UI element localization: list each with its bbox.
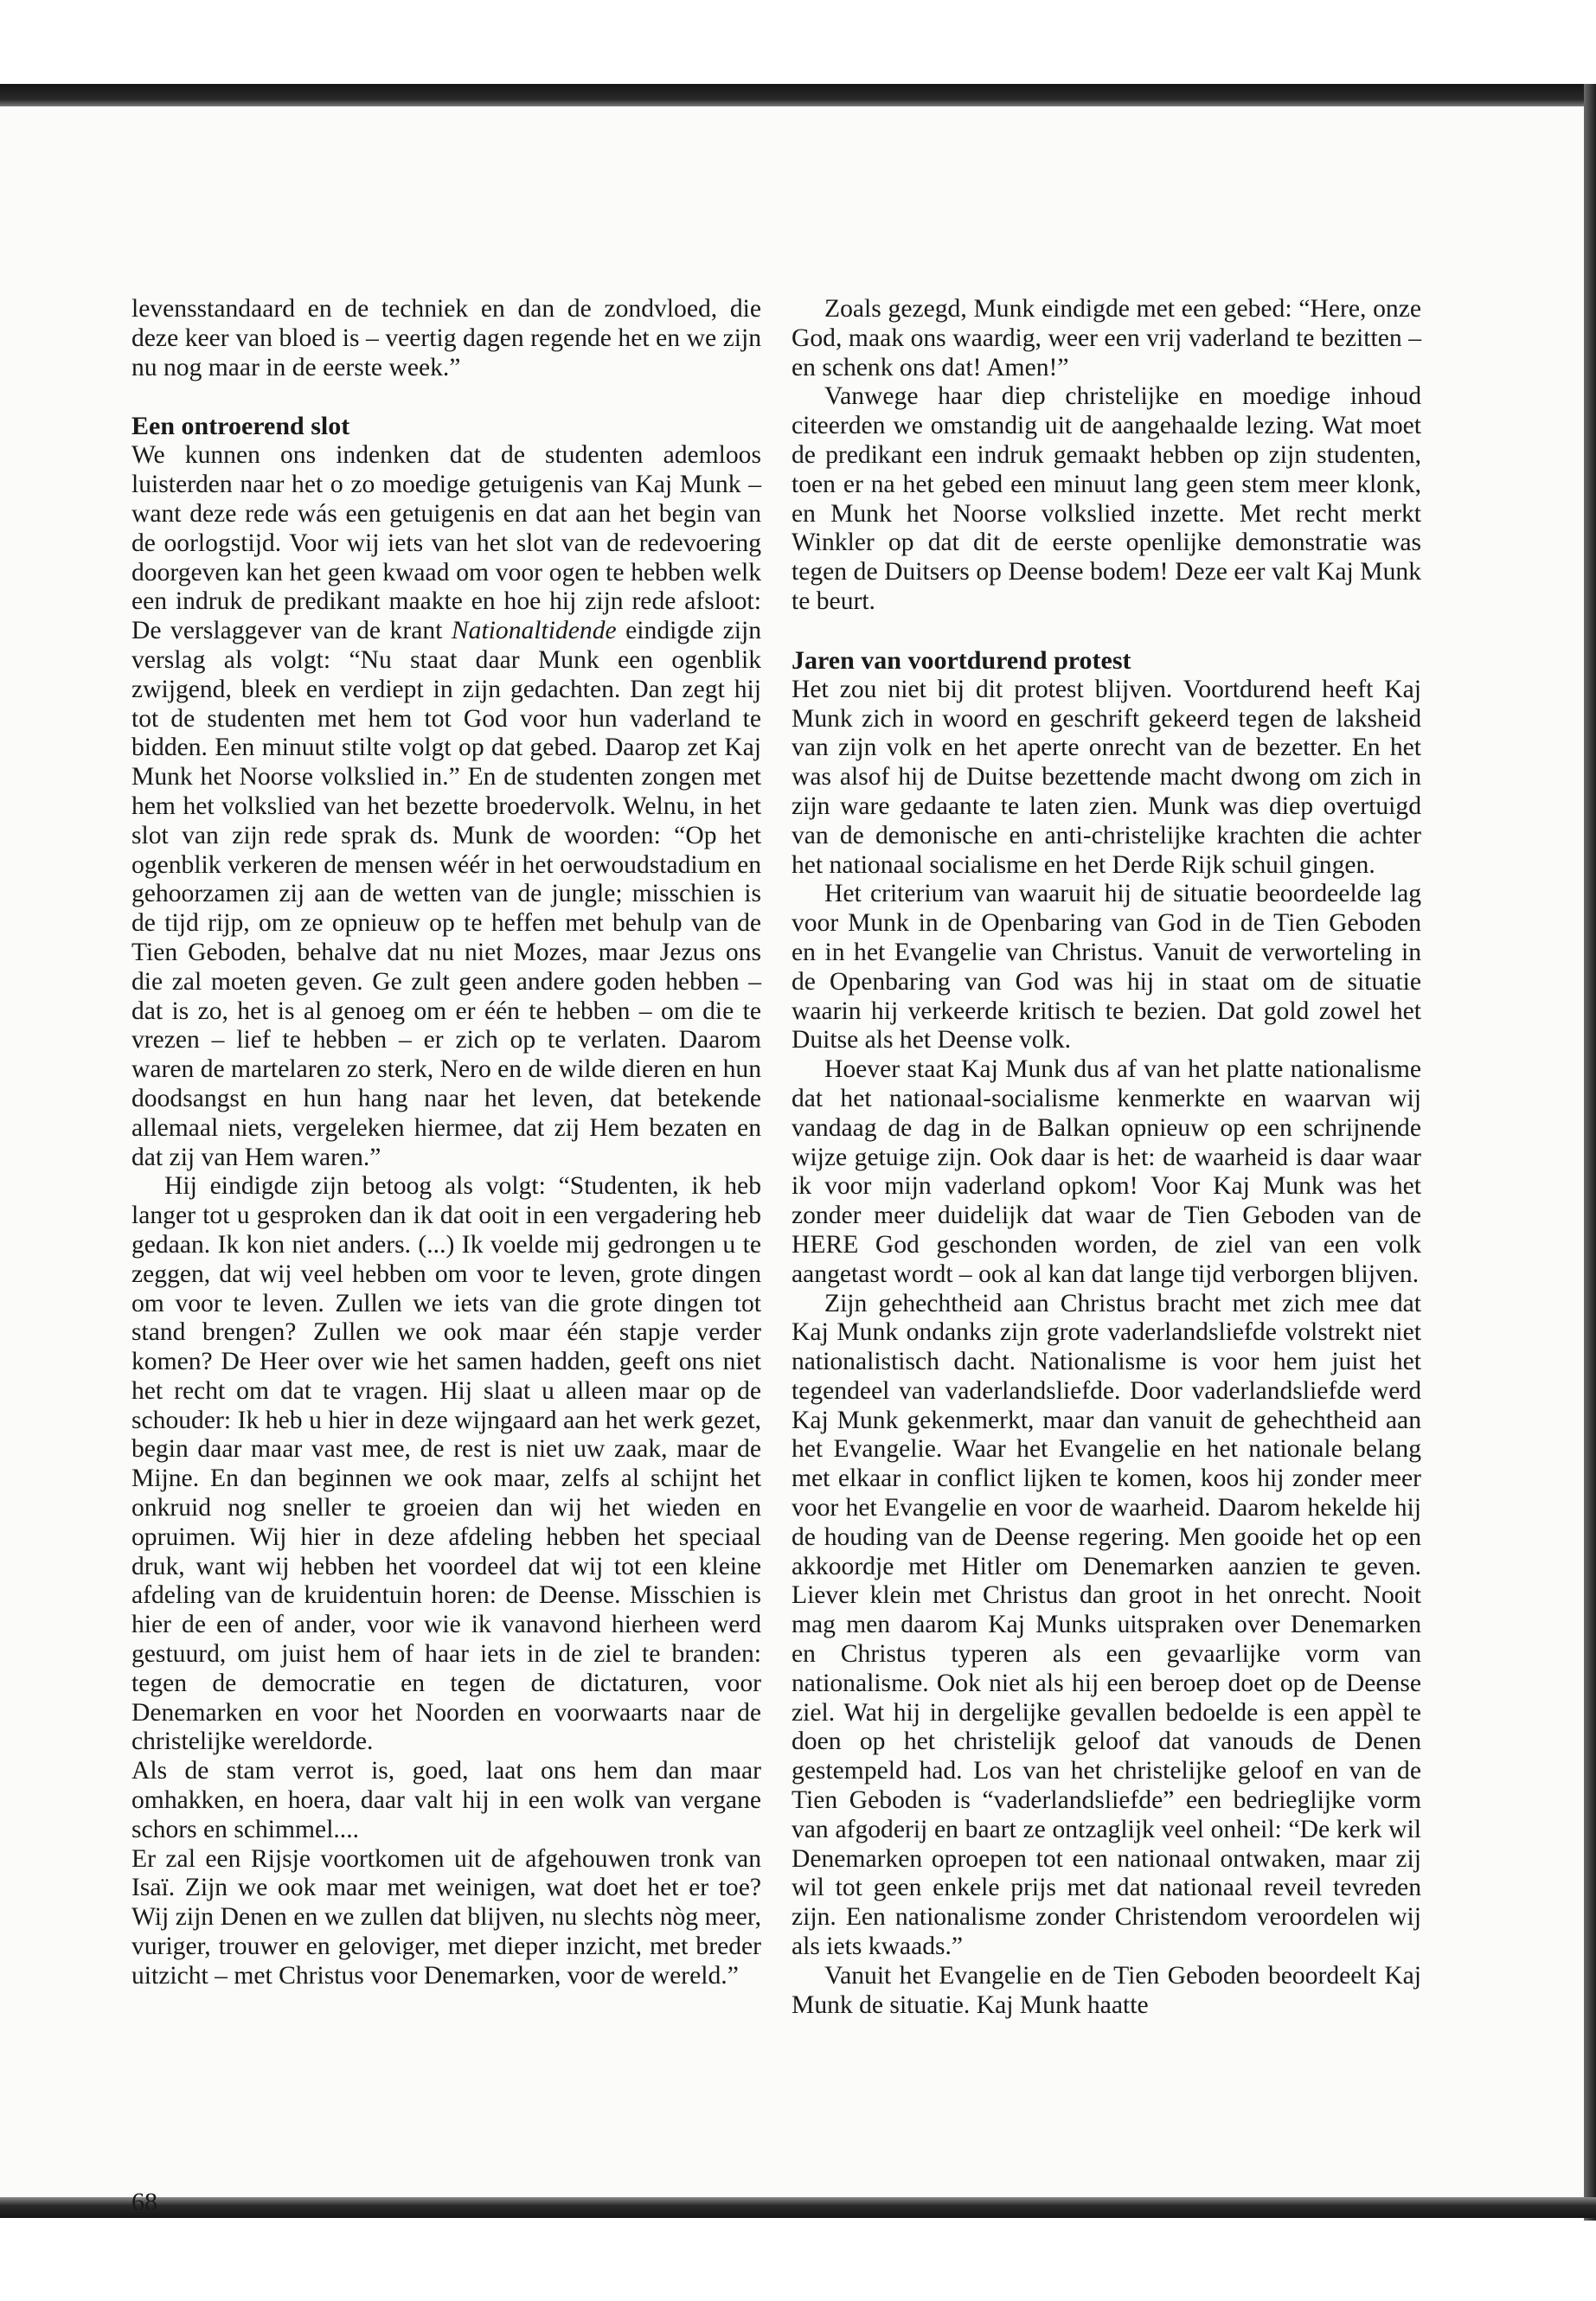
right-column <box>792 295 1421 2020</box>
body-paragraph: levensstandaard en de techniek en dan de zondvloed, die deze keer van bloed is – veertig dagen regende het en we zijn nu nog maar in de eerste week.” <box>131 295 761 381</box>
body-paragraph: Zoals gezegd, Munk eindigde met een gebed: “Here, onze God, maak ons waardig, weer een vrij vaderland te bezitten – en schenk ons dat! Amen!” <box>792 295 1421 381</box>
body-paragraph: Hij eindigde zijn betoog als volgt: “Studenten, ik heb langer tot u gesproken dan ik dat ooit in een vergadering heb gedaan. Ik kon niet anders. (...) Ik voelde mij gedrongen u te zeggen, dat wij veel hebben om voor te leven, grote dingen om voor te leven. Zullen we iets van die grote dingen tot stand brengen? Zullen we ook maar één stapje verder komen? De Heer over wie het samen hadden, geeft ons niet het recht om dat te vragen. Hij slaat u alleen maar op de schouder: Ik heb u hier in deze wijngaard aan het werk gezet, begin daar maar vast mee, de rest is niet uw zaak, maar de Mijne. En dan beginnen we ook maar, zelfs al schijnt het onkruid nog sneller te groeien dan wij het wieden en opruimen. Wij hier in deze afdeling hebben het speciaal druk, want wij hebben het voordeel dat wij tot een kleine afdeling van de kruidentuin horen: de Deense. Misschien is hier de een of ander, voor wie ik vanavond hierheen werd gestuurd, om juist hem of haar iets in de ziel te branden: tegen de democratie en tegen de dictaturen, voor Denemarken en voor het Noorden en voorwaarts naar de christelijke wereldorde. <box>131 1172 761 1756</box>
page <box>0 106 1584 2216</box>
section-heading: Jaren van voortdurend protest <box>792 645 1131 675</box>
scan-border-top <box>0 84 1596 106</box>
body-paragraph <box>131 441 761 1172</box>
page-number: 68 <box>131 2188 157 2216</box>
scan-border-bottom <box>0 2197 1596 2218</box>
body-paragraph: Hoever staat Kaj Munk dus af van het platte nationalisme dat het nationaal-socialisme kenmerkte en waarvan wij vandaag de dag in de Balkan opnieuw op een schrijnende wijze getuige zijn. Ook daar is het: de waarheid is daar waar ik voor mijn vaderland opkom! Voor Kaj Munk was het zonder meer duidelijk dat waar de Tien Geboden van de HERE God geschonden worden, de ziel van een volk aangetast wordt – ook al kan dat lange tijd verborgen blijven. <box>792 1055 1421 1288</box>
body-paragraph: Er zal een Rijsje voortkomen uit de afgehouwen tronk van Isaï. Zijn we ook maar met weinigen, wat doet het er toe? Wij zijn Denen en we zullen dat blijven, nu slechts nòg meer, vuriger, trouwer en geloviger, met dieper inzicht, met breder uitzicht – met Christus voor Denemarken, voor de wereld.” <box>131 1844 761 1990</box>
body-paragraph: Het criterium van waaruit hij de situatie beoordeelde lag voor Munk in de Openbaring van God in de Tien Geboden en in het Evangelie van Christus. Vanuit de verworteling in de Openbaring van God was hij in staat om de situatie waarin hij verkeerde kritisch te bezien. Dat gold zowel het Duitse als het Deense volk. <box>792 880 1421 1054</box>
body-paragraph: Vanwege haar diep christelijke en moedige inhoud citeerden we omstandig uit de aangehaalde lezing. Wat moet de predikant een indruk gemaakt hebben op zijn studenten, toen er na het gebed een minuut lang geen stem meer klonk, en Munk het Noorse volkslied inzette. Met recht merkt Winkler op dat dit de eerste openlijke demonstratie was tegen de Duitsers op Deense bodem! Deze eer valt Kaj Munk te beurt. <box>792 382 1421 615</box>
body-paragraph: Als de stam verrot is, goed, laat ons hem dan maar omhakken, en hoera, daar valt hij in een wolk van vergane schors en schimmel.... <box>131 1757 761 1843</box>
paragraph-text: We kunnen ons indenken dat de studenten ademloos luisterden naar het o zo moedige getuigenis van Kaj Munk – want deze rede wás een getuigenis en dat aan het begin van de oorlogstijd. Voor wij iets van het slot van de redevoering doorgeven kan het geen kwaad om voor ogen te hebben welk een indruk de predikant maakte en hoe hij zijn rede afsloot: De verslaggever van de krant <box>131 441 761 645</box>
paragraph-text: eindigde zijn verslag als volgt: “Nu staat daar Munk een ogenblik zwijgend, bleek en verdiept in zijn gedachten. Dan zegt hij tot de studenten met hem tot God voor hun vaderland te bidden. Een minuut stilte volgt op dat gebed. Daarop zet Kaj Munk het Noorse volkslied in.” En de studenten zongen met hem het volkslied van het bezette broedervolk. Welnu, in het slot van zijn rede sprak ds. Munk de woorden: “Op het ogenblik verkeren de mensen wéér in het oerwoudstadium en gehoorzamen zij aan de wetten van de jungle; misschien is de tijd rijp, om ze opnieuw op te heffen met behulp van de Tien Geboden, behalve dat nu niet Mozes, maar Jezus ons die zal moeten geven. Ge zult geen andere goden hebben – dat is zo, het is al genoeg om er één te hebben – om die te vrezen – lief te hebben – er zich op te verlaten. Daarom waren de martelaren zo sterk, Nero en de wilde dieren en hun doodsangst en hun hang naar het leven, dat betekende allemaal niets, vergeleken hiermee, dat zij Hem bezaten en dat zij van Hem waren.” <box>131 617 762 1171</box>
body-paragraph: Zijn gehechtheid aan Christus bracht met zich mee dat Kaj Munk ondanks zijn grote vaderlandsliefde volstrekt niet nationalistisch dacht. Nationalisme is voor hem juist het tegendeel van vaderlandsliefde. Door vaderlandsliefde werd Kaj Munk gekenmerkt, maar dan vanuit de gehechtheid aan het Evangelie. Waar het Evangelie en het nationale belang met elkaar in conflict lijken te komen, koos hij zonder meer voor het Evangelie en voor de waarheid. Daarom hekelde hij de houding van de Deense regering. Men gooide het op een akkoordje met Hitler om Denemarken aanzien te geven. Liever klein met Christus dan groot in het onrecht. Nooit mag men daarom Kaj Munks uitspraken over Denemarken en Christus typeren als een gevaarlijke vorm van nationalisme. Ook niet als hij een beroep doet op de Deense ziel. Wat hij in dergelijke gevallen bedoelde is een appèl te doen op het christelijk geloof dat vanouds de Denen gestempeld had. Los van het christelijke geloof en van de Tien Geboden is “vaderlandsliefde” een bedrieglijke vorm van afgoderij en baart ze ontzaglijk veel onheil: “De kerk wil Denemarken oproepen tot een nationaal ontwaken, maar zij wil tot geen enkele prijs met dat nationaal reveil tevreden zijn. Een nationalisme zonder Christendom veroordelen wij als iets kwaads.” <box>792 1289 1421 1961</box>
left-column <box>131 295 761 1991</box>
newspaper-name: Nationaltidende <box>451 617 617 645</box>
section-heading: Een ontroerend slot <box>131 412 350 441</box>
scan-border-right <box>1584 84 1596 2221</box>
body-paragraph: Het zou niet bij dit protest blijven. Voortdurend heeft Kaj Munk zich in woord en geschrift gekeerd tegen de laksheid van zijn volk en het aperte onrecht van de bezetter. En het was alsof hij de Duitse bezettende macht dwong om zich in zijn ware gedaante te laten zien. Munk was diep overtuigd van de demonische en anti-christelijke krachten die achter het nationaal socialisme en het Derde Rijk schuil gingen. <box>792 675 1421 879</box>
body-paragraph: Vanuit het Evangelie en de Tien Geboden beoordeelt Kaj Munk de situatie. Kaj Munk haatte <box>792 1961 1421 2019</box>
